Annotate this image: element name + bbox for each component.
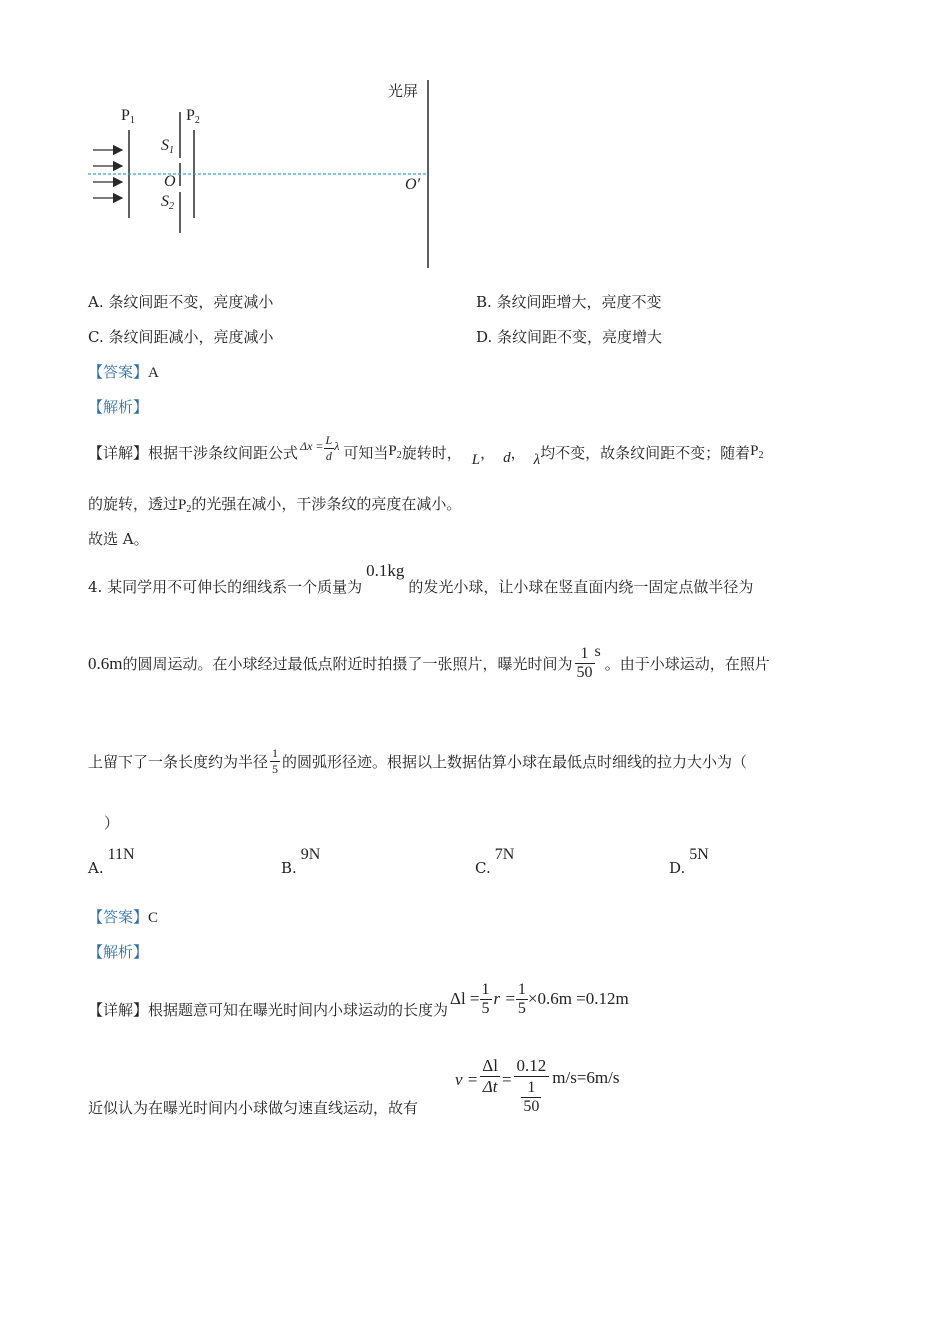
q4-analysis-tag: 【解析】 (88, 943, 149, 961)
q3-analysis-tag: 【解析】 (88, 398, 149, 416)
q4-equation-velocity: v = $\frac{\Delta l}{\Delta t}$ = $\frac{0.12}{\frac{1}{50}}$ m/s=6m/s (455, 1056, 620, 1115)
q3-option-c: C. 条纹间距减小，亮度减小 (88, 328, 274, 346)
q4-stem-line1: 4. 某同学用不可伸长的细线系一个质量为0.1kg的发光小球，让小球在竖直面内绕一固定点做半径为 (88, 561, 754, 596)
o-label: O (164, 173, 176, 190)
q4-option-a: A.11N (88, 846, 135, 877)
p1-label: $P_1$ (121, 107, 135, 126)
q3-conclusion: 故选 A。 (88, 530, 149, 548)
p2-label: $P_2$ (186, 107, 200, 126)
q4-option-b: B.9N (281, 846, 321, 877)
q4-stem-line4: ） (104, 814, 120, 832)
q3-detail-line2: 的旋转，透过$P_2$的光强在减小，干涉条纹的亮度在减小。 (88, 495, 462, 515)
q3-detail-line1: 【详解】 根据干涉条纹间距公式 Δx = $\frac{L}{d}$ λ 可知当 $P_2$ 旋转时， L ， d ， λ 均不变，故条纹间距不变；随着 $P_2$ (88, 432, 764, 468)
q4-answer: 【答案】C (88, 908, 159, 926)
s1-label: $S_1$ (161, 137, 174, 156)
q4-option-d: D.5N (669, 846, 709, 877)
q4-stem-line2: 0.6m 的圆周运动。在小球经过最低点附近时拍摄了一张照片，曝光时间为 $\frac{1}{50}$ s 。由于小球运动，在照片 (88, 642, 770, 681)
interference-diagram (0, 0, 950, 280)
diagram-svg (0, 0, 950, 280)
q3-answer: 【答案】A (88, 363, 159, 381)
q4-stem-line3: 上留下了一条长度约为半径 $\frac{1}{5}$ 的圆弧形径迹。根据以上数据估算小球在最低点时细线的拉力大小为（ (88, 746, 748, 776)
q3-option-b: B. 条纹间距增大，亮度不变 (476, 293, 662, 311)
q4-detail-line2: 近似认为在曝光时间内小球做匀速直线运动，故有 (88, 1099, 419, 1117)
screen-label: 光屏 (388, 82, 419, 100)
q3-option-d: D. 条纹间距不变，亮度增大 (476, 328, 663, 346)
o-prime-label: O′ (405, 176, 421, 193)
q4-detail-line1: 【详解】根据题意可知在曝光时间内小球运动的长度为 Δl = $\frac{1}{5}$ r = $\frac{1}{5}$ ×0.6m =0.12m (88, 980, 629, 1019)
q4-option-c: C.7N (475, 846, 515, 877)
q3-option-a: A. 条纹间距不变，亮度减小 (88, 293, 274, 311)
s2-label: $S_2$ (161, 193, 174, 212)
